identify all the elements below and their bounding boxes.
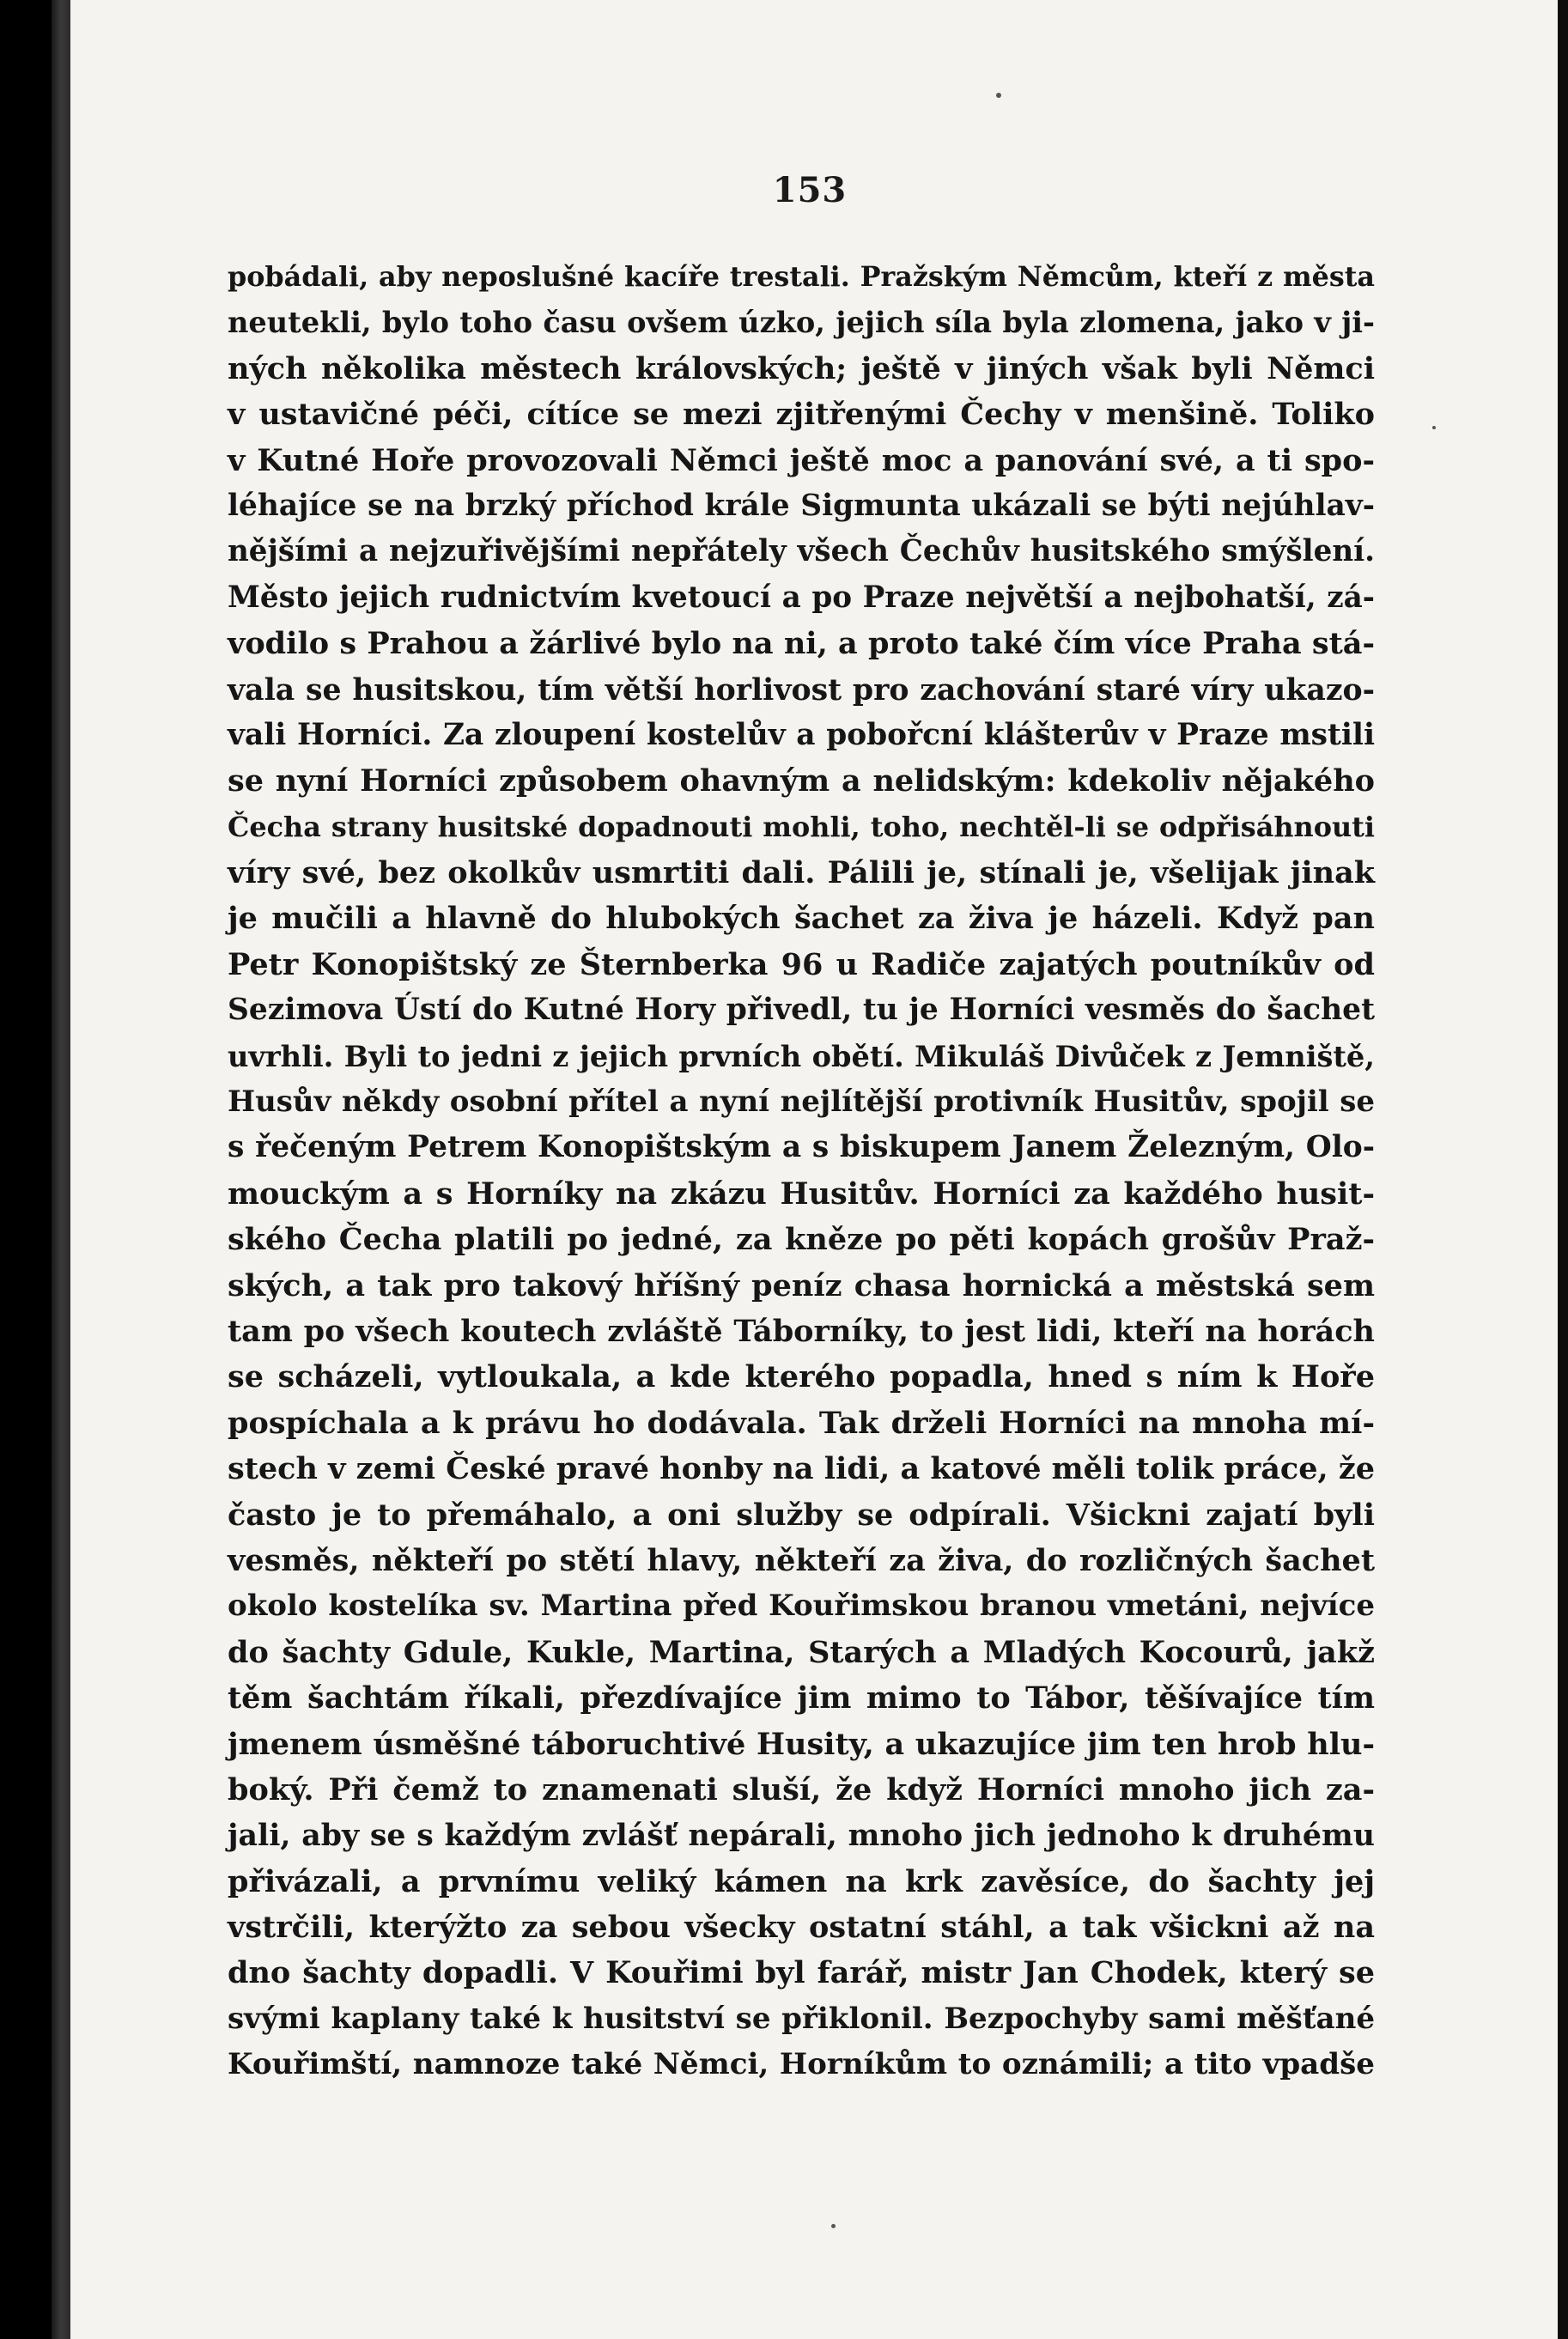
paper-speck xyxy=(1432,426,1436,429)
text-line: přivázali, a prvnímu veliký kámen na krk zavěsíce, do šachty jej xyxy=(228,1863,1375,1899)
text-line: Petr Konopištský ze Šternberka 96 u Radiče zajatých poutníkův od xyxy=(228,946,1375,982)
paper-speck xyxy=(996,93,1001,98)
text-line: je mučili a hlavně do hlubokých šachet za živa je házeli. Když pan xyxy=(228,901,1375,937)
text-line: nějšími a nejzuřivějšími nepřátely všech Čechův husitského smýšlení. xyxy=(228,534,1375,569)
text-line: vala se husitskou, tím větší horlivost pro zachování staré víry ukazo- xyxy=(228,671,1375,708)
page-number: 153 xyxy=(772,170,848,210)
book-page xyxy=(52,0,1568,2339)
text-line: ných několika městech královských; ještě v jiných však byli Němci xyxy=(228,350,1375,386)
paper-speck xyxy=(831,2224,836,2228)
text-line: těm šachtám říkali, přezdívajíce jim mimo to Tábor, těšívajíce tím xyxy=(228,1680,1375,1716)
text-line: Husův někdy osobní přítel a nyní nejlítější protivník Husitův, spojil se xyxy=(228,1084,1375,1120)
text-line: vali Horníci. Za zloupení kostelův a pobořcní klášterův v Praze mstili xyxy=(228,717,1375,752)
text-line: ského Čecha platili po jedné, za kněze po pěti kopách grošův Praž- xyxy=(228,1222,1375,1258)
text-line: jali, aby se s každým zvlášť nepárali, mnoho jich jednoho k druhému xyxy=(228,1818,1375,1854)
text-line: pobádali, aby neposlušné kacíře trestali. Pražským Němcům, kteří z města xyxy=(228,261,1375,293)
text-line: dno šachty dopadli. V Kouřimi byl farář, mistr Jan Chodek, který se xyxy=(228,1955,1375,1991)
text-line: vodilo s Prahou a žárlivé bylo na ni, a proto také čím více Praha stá- xyxy=(228,626,1375,662)
text-line: ských, a tak pro takový hříšný peníz chasa hornická a městská sem xyxy=(228,1267,1375,1303)
text-line: vesměs, někteří po stětí hlavy, někteří za živa, do rozličných šachet xyxy=(228,1542,1375,1578)
text-line: tam po všech koutech zvláště Táborníky, to jest lidi, kteří na horách xyxy=(228,1313,1375,1349)
text-line: se nyní Horníci způsobem ohavným a nelidským: kdekoliv nějakého xyxy=(228,763,1375,799)
text-line: s řečeným Petrem Konopištským a s biskupem Janem Železným, Olo- xyxy=(228,1130,1375,1165)
page-right-edge xyxy=(1558,0,1568,2339)
text-line: vstrčili, kterýžto za sebou všecky ostatní stáhl, a tak všickni až na xyxy=(228,1910,1375,1946)
text-line: často je to přemáhalo, a oni služby se odpírali. Všickni zajatí byli xyxy=(228,1497,1375,1533)
text-line: se scházeli, vytloukala, a kde kterého popadla, hned s ním k Hoře xyxy=(228,1359,1375,1395)
text-line: stech v zemi České pravé honby na lidi, a katové měli tolik práce, že xyxy=(228,1451,1375,1487)
text-line: v ustavičné péči, cítíce se mezi zjitřenými Čechy v menšině. Toliko xyxy=(228,397,1375,433)
text-line: pospíchala a k právu ho dodávala. Tak drželi Horníci na mnoha mí- xyxy=(228,1405,1375,1441)
text-line: do šachty Gdule, Kukle, Martina, Starých a Mladých Kocourů, jakž xyxy=(228,1634,1375,1670)
text-line: boký. Při čemž to znamenati sluší, že když Horníci mnoho jich za- xyxy=(228,1771,1375,1807)
text-line: v Kutné Hoře provozovali Němci ještě moc a panování své, a ti spo- xyxy=(228,442,1375,478)
text-line: svými kaplany také k husitství se přiklonil. Bezpochyby sami měšťané xyxy=(228,2001,1375,2036)
text-line: neutekli, bylo toho času ovšem úzko, jejich síla byla zlomena, jako v ji- xyxy=(228,305,1375,340)
text-line: jmenem úsměšné táboruchtivé Husity, a ukazujíce jim ten hrob hlu- xyxy=(228,1726,1375,1762)
text-line: víry své, bez okolkův usmrtiti dali. Pálili je, stínali je, všelijak jinak xyxy=(228,855,1375,891)
text-line: Čecha strany husitské dopadnouti mohli, toho, nechtěl-li se odpřisáhnouti xyxy=(228,810,1375,843)
text-line: mouckým a s Horníky na zkázu Husitův. Horníci za každého husit- xyxy=(228,1176,1375,1212)
text-line: léhajíce se na brzký příchod krále Sigmunta ukázali se býti nejúhlav- xyxy=(228,488,1375,523)
text-line: Kouřimští, namnoze také Němci, Horníkům to oznámili; a tito vpadše xyxy=(228,2047,1375,2082)
text-line: Město jejich rudnictvím kvetoucí a po Praze největší a nejbohatší, zá- xyxy=(228,580,1375,615)
body-text xyxy=(228,254,1375,2088)
page-gutter-shadow xyxy=(52,0,70,2339)
text-line: Sezimova Ústí do Kutné Hory přivedl, tu je Horníci vesměs do šachet xyxy=(228,993,1375,1028)
text-line: uvrhli. Byli to jedni z jejich prvních obětí. Mikuláš Divůček z Jemniště, xyxy=(228,1038,1375,1073)
text-line: okolo kostelíka sv. Martina před Kouřimskou branou vmetáni, nejvíce xyxy=(228,1589,1375,1624)
